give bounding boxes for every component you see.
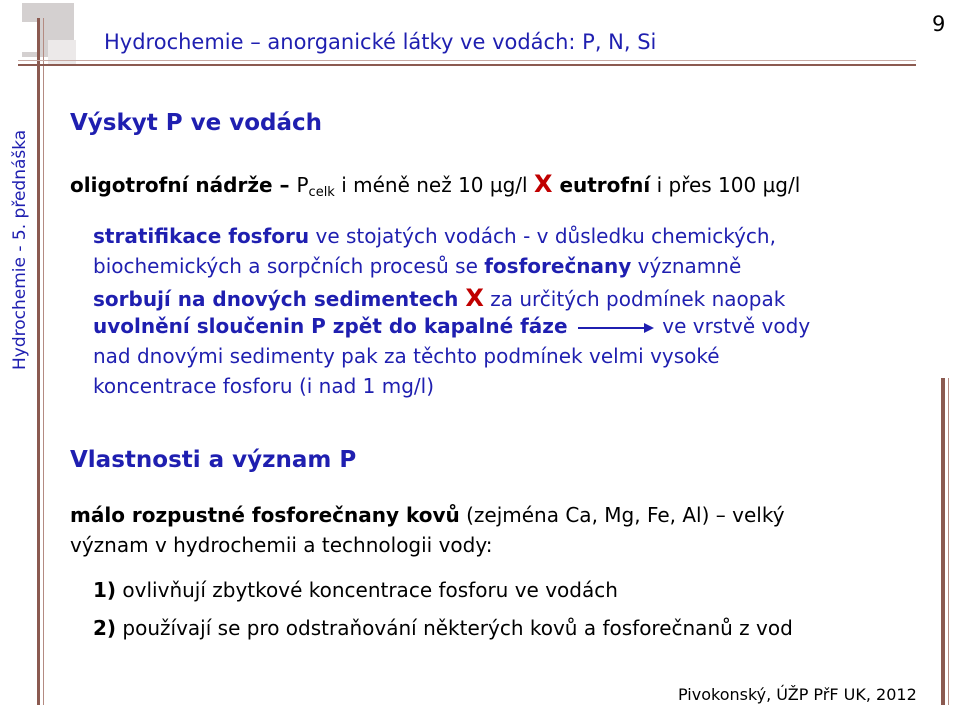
list-item-number: 2)	[93, 616, 117, 640]
sidebar-lecture-label: Hydrochemie - 5. přednáška	[10, 129, 30, 370]
frame-right-line-thin	[948, 378, 949, 705]
properties-line-1	[70, 503, 785, 527]
para-line-1	[93, 224, 776, 248]
list-item-text: ovlivňují zbytkové koncentrace fosforu ve vodách	[116, 578, 618, 602]
para-line-5: nad dnovými sedimenty pak za těchto podmínek velmi vysoké	[93, 344, 720, 368]
frame-horizontal-line	[18, 64, 916, 66]
para-text: za určitých podmínek naopak	[483, 287, 786, 311]
decor-square-white	[10, 22, 40, 52]
frame-horizontal-line-thin	[18, 60, 916, 61]
p-symbol: P	[296, 173, 309, 197]
para-line-4	[93, 314, 810, 338]
stratification-term: stratifikace fosforu	[93, 224, 310, 248]
slide-header-title: Hydrochemie – anorganické látky ve vodách: P, N, Si	[104, 30, 657, 54]
properties-text: (zejména Ca, Mg, Fe, Al) – velký	[459, 503, 785, 527]
sorption-term: sorbují na dnových sedimentech	[93, 287, 466, 311]
page-number: 9	[932, 12, 946, 36]
para-line-3	[93, 284, 785, 312]
p-subscript: celk	[308, 185, 335, 200]
x-separator-icon: X	[533, 170, 553, 198]
list-item-text: používají se pro odstraňování některých kovů a fosforečnanů z vod	[116, 616, 793, 640]
section-heading-occurrence: Výskyt P ve vodách	[70, 110, 323, 136]
properties-line-2: význam v hydrochemii a technologii vody:	[70, 533, 493, 557]
release-term: uvolnění sloučenin P zpět do kapalné fáze	[93, 314, 568, 338]
frame-right-line	[941, 378, 945, 705]
frame-vertical-line	[37, 18, 40, 705]
list-item	[93, 616, 793, 640]
para-text: významně	[631, 254, 742, 278]
oligotrophic-value: i méně než 10 µg/l	[334, 173, 534, 197]
para-line-2	[93, 254, 741, 278]
right-arrow-icon	[574, 321, 656, 335]
section-heading-properties: Vlastnosti a význam P	[70, 447, 357, 473]
para-text: ve vrstvě vody	[662, 314, 811, 338]
x-separator-icon: X	[465, 284, 484, 312]
phosphates-term: fosforečnany	[484, 254, 632, 278]
para-line-6: koncentrace fosforu (i nad 1 mg/l)	[93, 374, 435, 398]
list-item-number: 1)	[93, 578, 117, 602]
list-item	[93, 578, 618, 602]
eutrophic-value: i přes 100 µg/l	[650, 173, 801, 197]
metal-phosphates-term: málo rozpustné fosforečnany kovů	[70, 503, 460, 527]
eutrophic-label: eutrofní	[552, 173, 651, 197]
trophic-line	[70, 170, 800, 200]
footer-credit: Pivokonský, ÚŽP PřF UK, 2012	[678, 685, 917, 704]
para-text: biochemických a sorpčních procesů se	[93, 254, 485, 278]
oligotrophic-label: oligotrofní nádrže –	[70, 173, 297, 197]
frame-vertical-line-thin	[43, 18, 44, 705]
para-text: ve stojatých vodách - v důsledku chemických,	[309, 224, 776, 248]
